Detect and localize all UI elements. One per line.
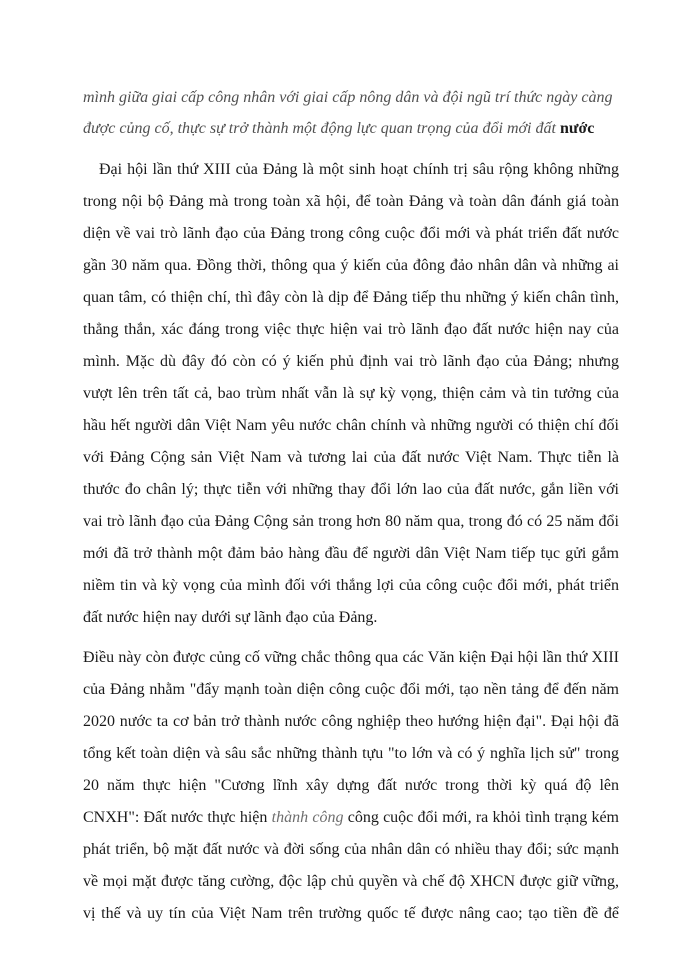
para1-line: vượt lên trên tất cả, bao trùm nhất vẫn là sự kỳ vọng, thiện cảm và tin tưởng của xyxy=(83,385,619,402)
para2-line: 20 năm thực hiện "Cương lĩnh xây dựng đất nước trong thời kỳ quá độ lên xyxy=(83,777,619,794)
para2-line: Điều này còn được củng cố vững chắc thông qua các Văn kiện Đại hội lần thứ XIII xyxy=(83,649,619,666)
para1-line: trong nội bộ Đảng mà trong toàn xã hội, để toàn Đảng và toàn dân đánh giá toàn xyxy=(83,193,619,210)
para1-line: Đại hội lần thứ XIII của Đảng là một sinh hoạt chính trị sâu rộng không những xyxy=(99,161,619,178)
para2-line: về mọi mặt được tăng cường, độc lập chủ quyền và chế độ XHCN được giữ vững, xyxy=(83,873,619,890)
para1-line: gần 30 năm qua. Đồng thời, thông qua ý kiến của đông đảo nhân dân và những ai xyxy=(83,257,619,274)
intro-line-2-last-word: nước xyxy=(559,120,595,137)
para1-line-last: đất nước hiện nay dưới sự lãnh đạo của Đảng. xyxy=(83,609,378,626)
highlighted-phrase: thành công xyxy=(271,809,344,826)
para2-line-with-highlight xyxy=(83,808,619,828)
para1-line: quan tâm, có thiện chí, thì đây còn là dịp để Đảng tiếp thu những ý kiến chân tình, xyxy=(83,289,619,306)
para1-line: thẳng thắn, xác đáng trong việc thực hiện vai trò lãnh đạo đất nước hiện nay của xyxy=(83,321,619,338)
para1-line: mới đã trở thành một đảm bảo hàng đầu để người dân Việt Nam tiếp tục gửi gắm xyxy=(83,545,619,562)
para1-line: hầu hết người dân Việt Nam yêu nước chân chính và những người có thiện chí đối xyxy=(83,417,619,434)
para2-line: 2020 nước ta cơ bản trở thành nước công nghiệp theo hướng hiện đại". Đại hội đã xyxy=(83,713,619,730)
para2-line: vị thế và uy tín của Việt Nam trên trường quốc tế được nâng cao; tạo tiền đề để xyxy=(83,905,619,922)
para1-line: diện về vai trò lãnh đạo của Đảng trong công cuộc đổi mới và phát triển đất nước xyxy=(83,225,619,242)
para1-line: mình. Mặc dù đây đó còn có ý kiến phủ định vai trò lãnh đạo của Đảng; nhưng xyxy=(83,353,619,370)
para2-line6-start: CNXH": Đất nước thực hiện xyxy=(83,809,272,826)
para2-line: tổng kết toàn diện và sâu sắc những thành tựu "to lớn và có ý nghĩa lịch sử" trong xyxy=(83,745,619,762)
para1-line: vai trò lãnh đạo của Đảng Cộng sản trong hơn 80 năm qua, trong đó có 25 năm đổi xyxy=(83,513,619,530)
intro-line-2-text: được củng cố, thực sự trở thành một động lực quan trọng của đổi mới đất xyxy=(83,120,560,137)
para2-line: của Đảng nhằm "đẩy mạnh toàn diện công cuộc đổi mới, tạo nền tảng để đến năm xyxy=(83,681,619,698)
para1-line: niềm tin và kỳ vọng của mình đối với thắng lợi của công cuộc đổi mới, phát triển xyxy=(83,577,619,594)
intro-line-1: mình giữa giai cấp công nhân với giai cấp nông dân và đội ngũ trí thức ngày càng xyxy=(83,89,613,106)
para2-line6-end: công cuộc đổi mới, ra khỏi tình trạng kém xyxy=(343,809,619,826)
para1-line: thước đo chân lý; thực tiễn với những thay đổi lớn lao của đất nước, gắn liền với xyxy=(83,481,619,498)
intro-line-2 xyxy=(83,119,594,139)
para2-line: phát triển, bộ mặt đất nước và đời sống của nhân dân có nhiều thay đổi; sức mạnh xyxy=(83,841,619,858)
para1-line: với Đảng Cộng sản Việt Nam và tương lai của đất nước Việt Nam. Thực tiễn là xyxy=(83,449,619,466)
